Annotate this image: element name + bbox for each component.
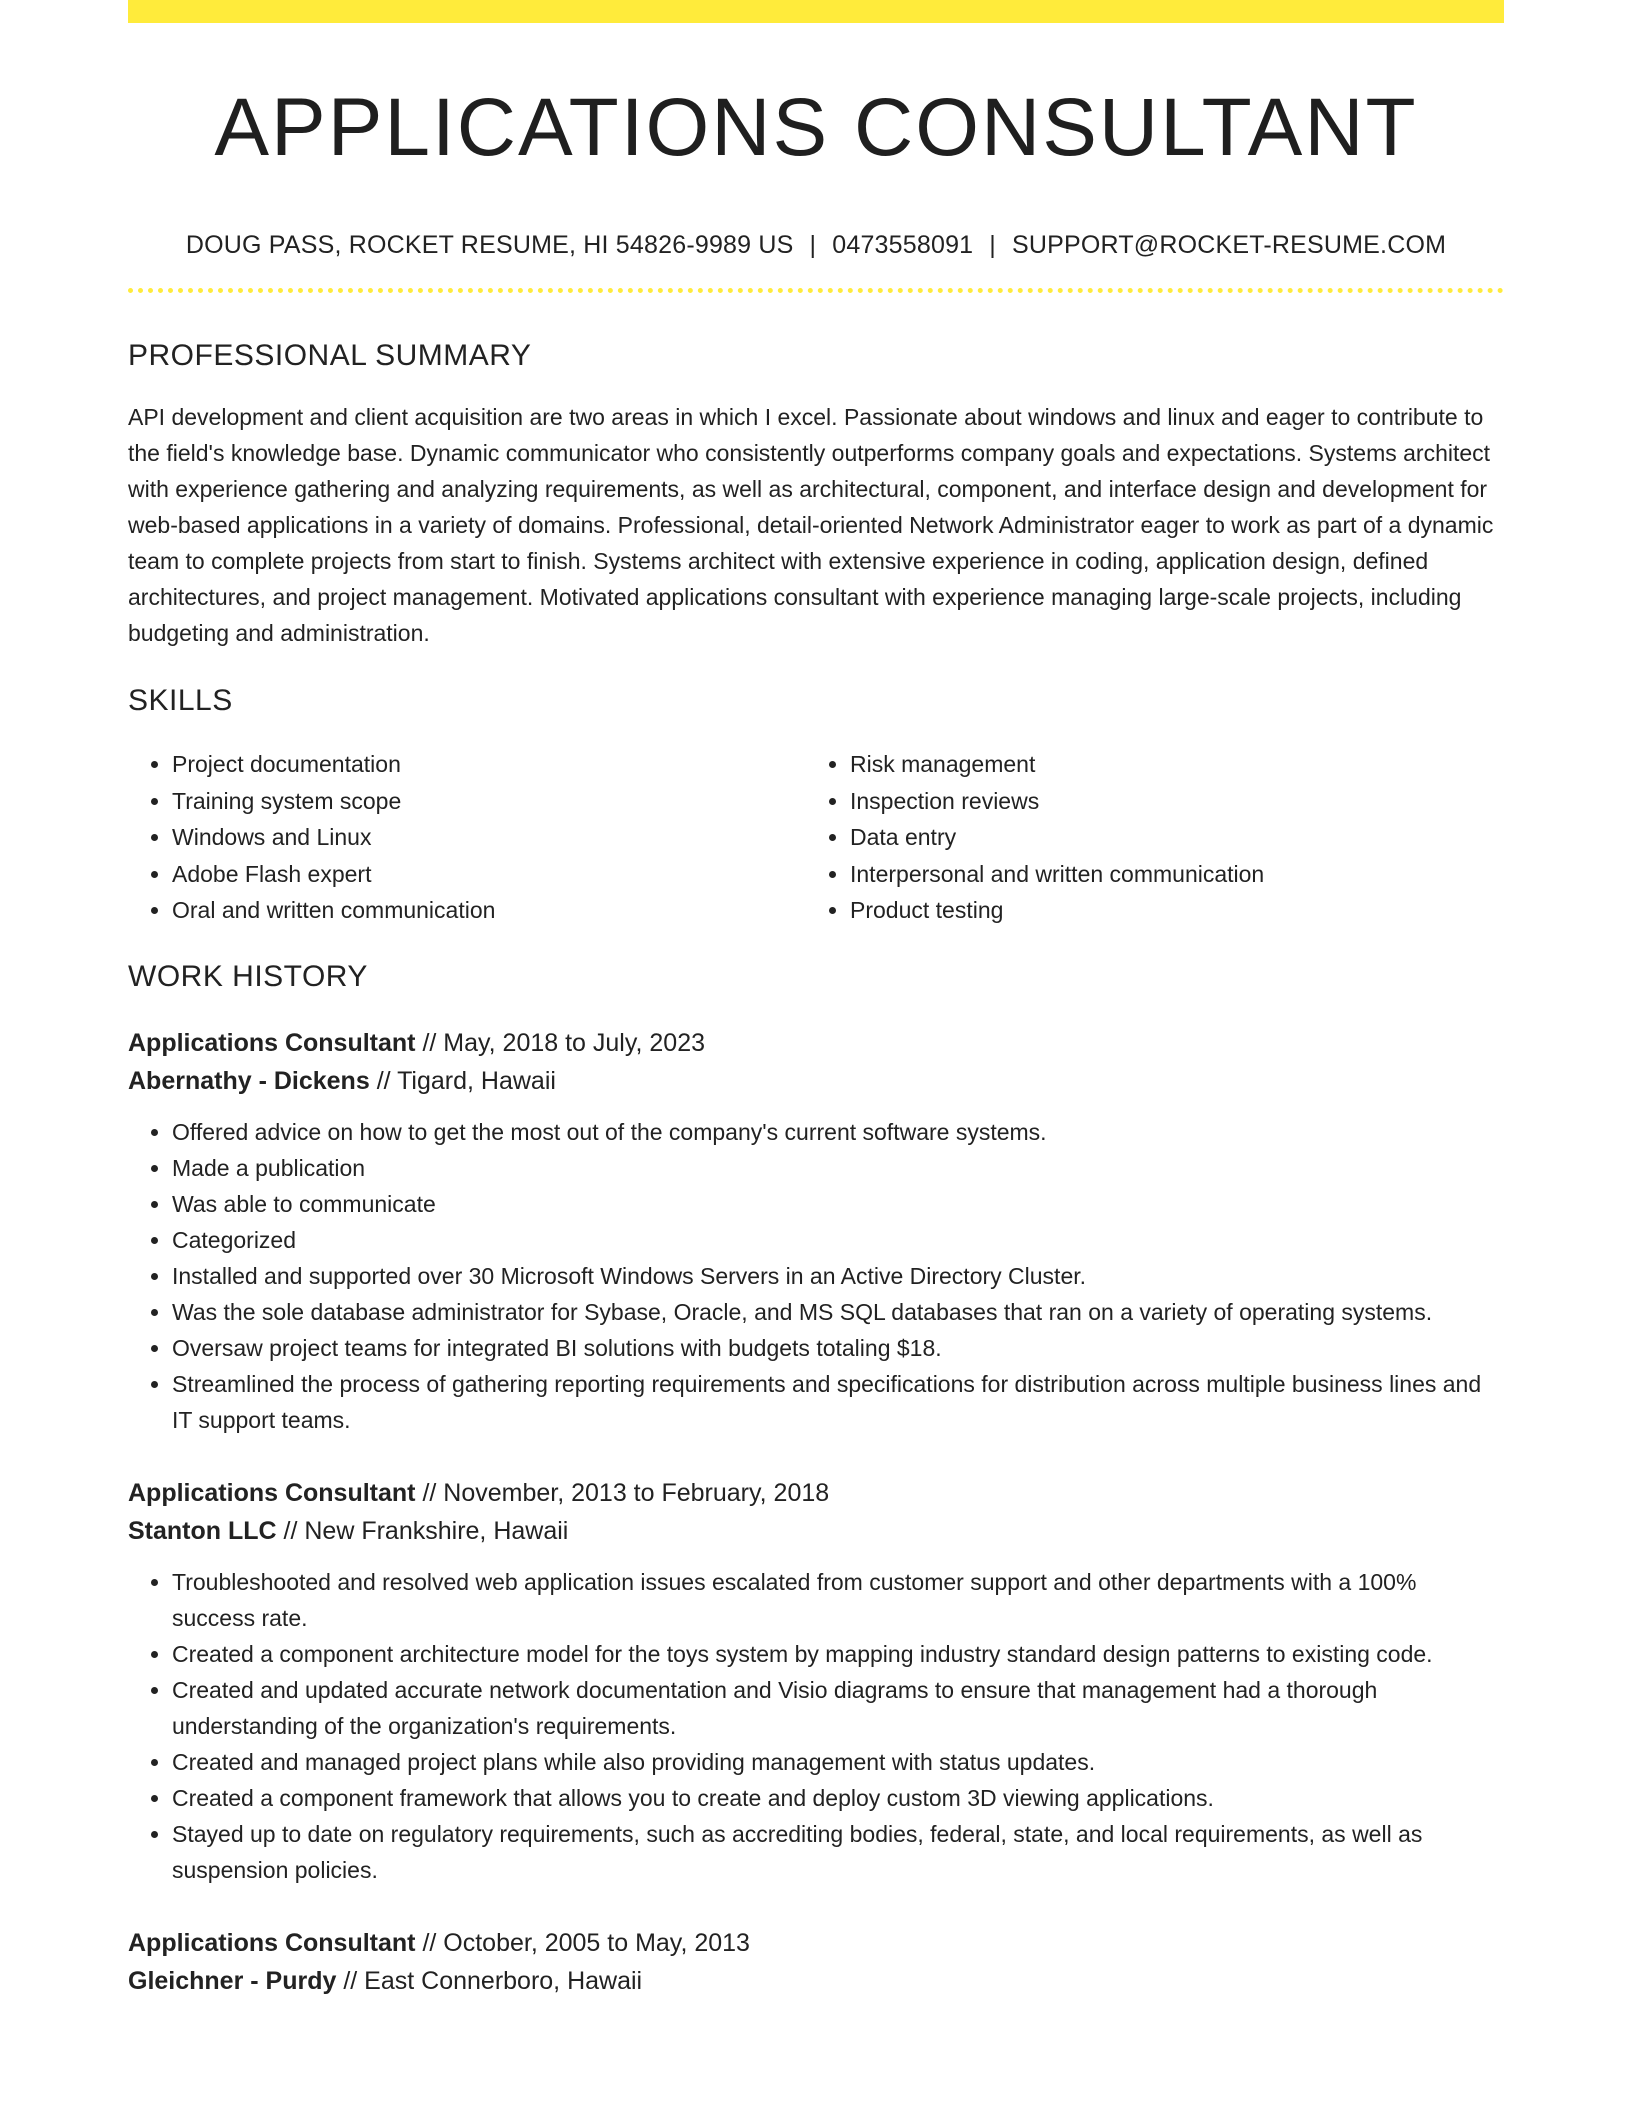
- job-entry: [128, 1924, 1504, 2000]
- job-title: Applications Consultant: [128, 1028, 416, 1057]
- job-location: // New Frankshire, Hawaii: [276, 1516, 569, 1545]
- job-title: Applications Consultant: [128, 1478, 416, 1507]
- skills-column-1: [128, 746, 806, 929]
- skill-item: • Interpersonal and written communication: [850, 856, 1484, 893]
- job-title-line: [128, 1924, 1504, 1962]
- summary-text: API development and client acquisition are two areas in which I excel. Passionate about windows and linux and eager to contribute to the field's knowledge base. Dynamic communicator who consistently outperforms company goals and expectations. Systems architect with experience gathering and analyzing requirements, as well as architectural, component, and interface design and development for web-based applications in a variety of domains. Professional, detail-oriented Network Administrator eager to work as part of a dynamic team to complete projects from start to finish. Systems architect with extensive experience in coding, application design, defined architectures, and project management. Motivated applications consultant with experience managing large-scale projects, including budgeting and administration.: [128, 404, 1494, 647]
- job-bullet: • Created and updated accurate network documentation and Visio diagrams to ensure that management had a thorough understanding of the organization's requirements.: [172, 1672, 1504, 1744]
- job-location: // Tigard, Hawaii: [369, 1066, 556, 1095]
- skill-item: • Windows and Linux: [172, 819, 806, 856]
- job-dates: // October, 2005 to May, 2013: [415, 1928, 750, 1957]
- job-bullet: • Made a publication: [172, 1150, 1504, 1186]
- contact-line: [128, 231, 1504, 260]
- skills-heading: SKILLS: [128, 684, 233, 718]
- job-title-line: [128, 1474, 1504, 1512]
- job-bullets: [128, 1564, 1504, 1888]
- job-title: Applications Consultant: [128, 1928, 416, 1957]
- job-company-line: [128, 1062, 1504, 1100]
- job-bullet: • Created a component architecture model for the toys system by mapping industry standard design patterns to existing code.: [172, 1636, 1504, 1672]
- job-company: Abernathy - Dickens: [128, 1066, 370, 1095]
- job-bullet: • Stayed up to date on regulatory requirements, such as accrediting bodies, federal, state, and local requirements, as well as suspension policies.: [172, 1816, 1504, 1888]
- skill-item: • Adobe Flash expert: [172, 856, 806, 893]
- skill-item: • Project documentation: [172, 746, 806, 783]
- job-company: Stanton LLC: [128, 1516, 277, 1545]
- dotted-divider: [128, 288, 1504, 293]
- contact-address: DOUG PASS, ROCKET RESUME, HI 54826-9989 US: [185, 231, 794, 260]
- skill-item: • Oral and written communication: [172, 892, 806, 929]
- skill-item: • Risk management: [850, 746, 1484, 783]
- job-bullet: • Streamlined the process of gathering reporting requirements and specifications for distribution across multiple business lines and IT support teams.: [172, 1366, 1504, 1438]
- job-bullets: [128, 1114, 1504, 1438]
- contact-phone: 0473558091: [832, 231, 974, 260]
- contact-separator: |: [809, 231, 817, 260]
- job-bullet: • Was the sole database administrator for Sybase, Oracle, and MS SQL databases that ran on a variety of operating systems.: [172, 1294, 1504, 1330]
- job-dates: // May, 2018 to July, 2023: [415, 1028, 706, 1057]
- skills-list: [128, 746, 1504, 929]
- job-bullet: • Offered advice on how to get the most out of the company's current software systems.: [172, 1114, 1504, 1150]
- resume-page: [128, 0, 1504, 2000]
- job-bullet: • Installed and supported over 30 Microsoft Windows Servers in an Active Directory Cluster.: [172, 1258, 1504, 1294]
- skill-item: • Product testing: [850, 892, 1484, 929]
- skill-item: • Inspection reviews: [850, 783, 1484, 820]
- job-bullet: • Categorized: [172, 1222, 1504, 1258]
- job-dates: // November, 2013 to February, 2018: [415, 1478, 830, 1507]
- job-bullet: • Troubleshooted and resolved web application issues escalated from customer support and other departments with a 100% success rate.: [172, 1564, 1504, 1636]
- work-history-heading: WORK HISTORY: [128, 959, 368, 993]
- contact-separator: |: [989, 231, 996, 260]
- job-bullet: • Created a component framework that allows you to create and deploy custom 3D viewing applications.: [172, 1780, 1504, 1816]
- job-title-line: [128, 1024, 1504, 1062]
- job-bullet: • Created and managed project plans while also providing management with status updates.: [172, 1744, 1504, 1780]
- summary-heading: PROFESSIONAL SUMMARY: [128, 339, 532, 373]
- contact-email: SUPPORT@ROCKET-RESUME.COM: [1012, 231, 1447, 260]
- skill-item: • Data entry: [850, 819, 1484, 856]
- job-company-line: [128, 1512, 1504, 1550]
- job-location: // East Connerboro, Hawaii: [336, 1966, 643, 1995]
- skill-item: • Training system scope: [172, 783, 806, 820]
- top-accent-bar: [128, 0, 1504, 23]
- job-bullet: • Was able to communicate: [172, 1186, 1504, 1222]
- resume-title: APPLICATIONS CONSULTANT: [214, 82, 1418, 173]
- job-bullet: • Oversaw project teams for integrated BI solutions with budgets totaling $18.: [172, 1330, 1504, 1366]
- job-company-line: [128, 1962, 1504, 2000]
- job-entry: [128, 1474, 1504, 1888]
- skills-column-2: [806, 746, 1484, 929]
- job-entry: [128, 1024, 1504, 1438]
- job-company: Gleichner - Purdy: [128, 1966, 337, 1995]
